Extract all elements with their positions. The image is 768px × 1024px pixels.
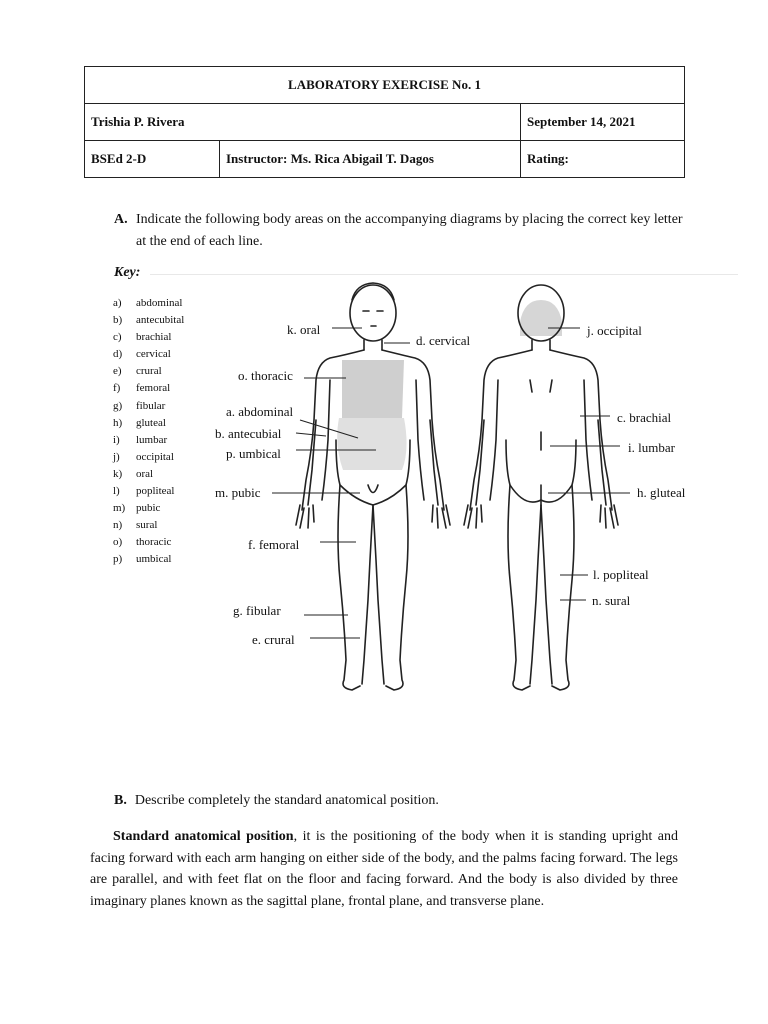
key-item: f) femoral <box>113 382 171 395</box>
label-umbical: p. umbical <box>226 446 281 461</box>
key-item: h) gluteal <box>113 416 166 429</box>
section-a-letter: A. <box>114 212 128 227</box>
date: September 14, 2021 <box>521 104 685 141</box>
label-antecubial: b. antecubial <box>215 426 282 441</box>
answer-body: , it is the positioning of the body when it is standing upright and facing forward with each arm hanging on either side of the body, and the palms facing forward. The legs are parallel, and with feet flat on the floor and facing forward. And the body is also divided by three imaginary planes known as the sagittal plane, frontal plane, and transverse plane. <box>90 829 679 909</box>
section-b-letter: B. <box>114 793 127 808</box>
key-item: d) cervical <box>113 348 171 361</box>
label-popliteal: l. popliteal <box>593 567 649 582</box>
leader-lines <box>272 328 630 638</box>
key-item: n) sural <box>113 519 158 532</box>
key-item: i) lumbar <box>113 433 168 446</box>
key-item: m) pubic <box>113 502 161 515</box>
label-thoracic: o. thoracic <box>238 368 293 383</box>
section: BSEd 2-D <box>85 141 220 178</box>
label-crural: e. crural <box>252 632 295 647</box>
key-item: l) popliteal <box>113 485 175 498</box>
instructor: Instructor: Ms. Rica Abigail T. Dagos <box>220 141 521 178</box>
key-item: c) brachial <box>113 331 172 344</box>
key-item: j) occipital <box>113 450 174 463</box>
key-item: o) thoracic <box>113 536 172 549</box>
exercise-title: LABORATORY EXERCISE No. 1 <box>85 67 685 104</box>
label-brachial: c. brachial <box>617 410 672 425</box>
label-sural: n. sural <box>592 593 631 608</box>
key-title: Key: <box>114 265 141 280</box>
label-oral: k. oral <box>287 322 321 337</box>
label-lumbar: i. lumbar <box>628 440 675 455</box>
label-occipital: j. occipital <box>587 323 642 338</box>
answer-paragraph <box>90 826 678 912</box>
key-item: e) crural <box>113 365 162 378</box>
label-pubic: m. pubic <box>215 485 261 500</box>
key-item: b) antecubital <box>113 314 185 327</box>
key-item: a) abdominal <box>113 297 183 309</box>
rating: Rating: <box>521 141 685 178</box>
key-item: k) oral <box>113 467 154 480</box>
section-b-instruction: Describe completely the standard anatomical position. <box>134 793 439 808</box>
label-cervical: d. cervical <box>416 333 471 348</box>
back-body-figure <box>464 285 618 690</box>
section-a-instruction: Indicate the following body areas on the accompanying diagrams by placing the correct key letter at the end of each line. <box>136 212 683 249</box>
key-item: p) umbical <box>113 553 172 566</box>
section-b <box>114 793 439 809</box>
label-femoral: f. femoral <box>248 537 300 552</box>
student-name: Trishia P. Rivera <box>85 104 521 141</box>
label-abdominal: a. abdominal <box>226 404 294 419</box>
label-gluteal: h. gluteal <box>637 485 686 500</box>
key-item: g) fibular <box>113 399 166 412</box>
answer-lead: Standard anatomical position <box>113 829 294 844</box>
label-fibular: g. fibular <box>233 603 281 618</box>
